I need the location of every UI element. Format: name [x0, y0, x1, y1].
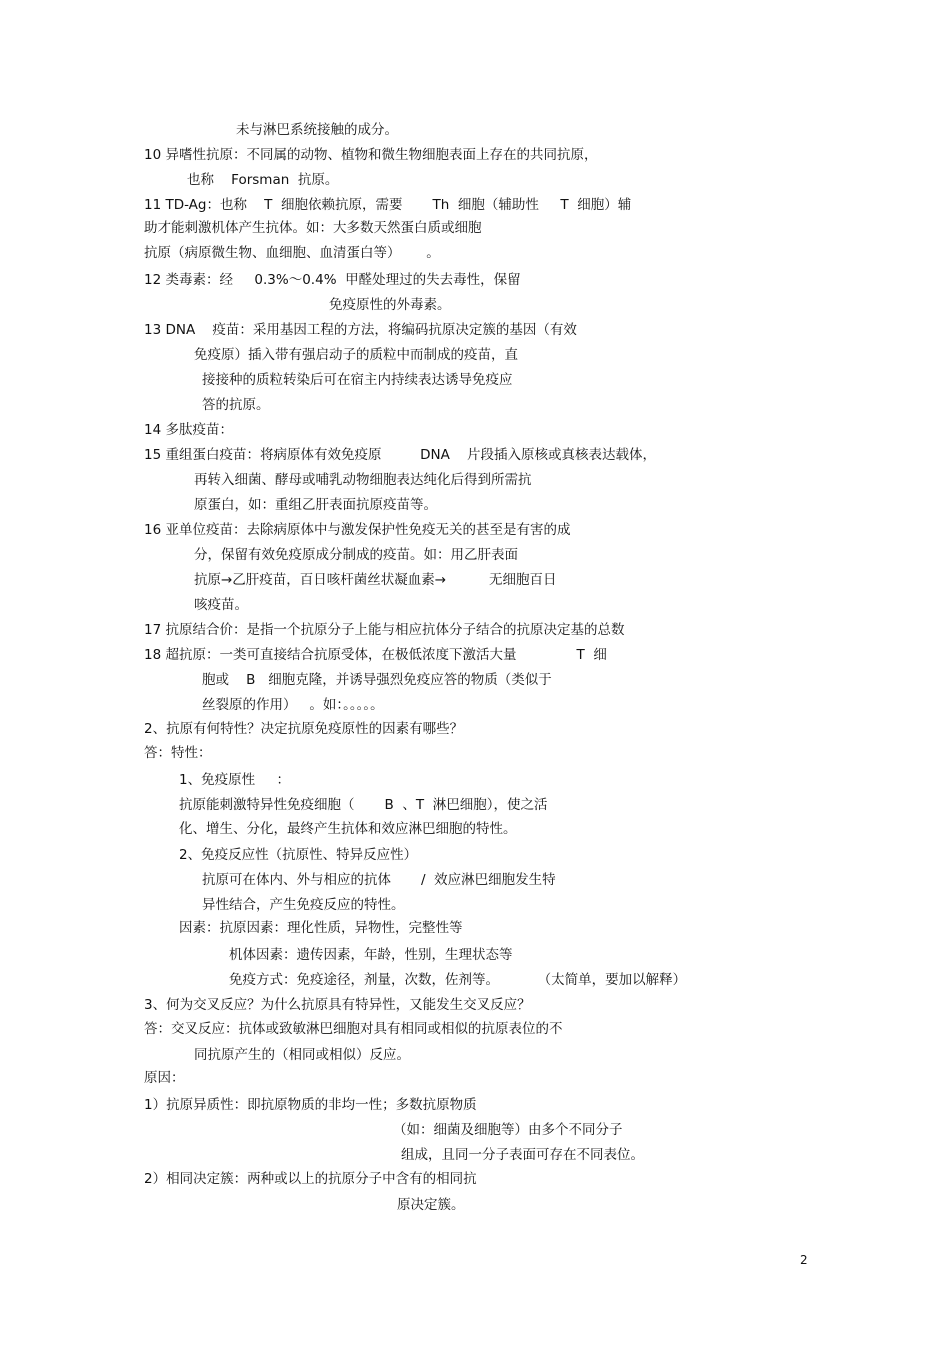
text-line: 同抗原产生的（相同或相似）反应。 — [194, 1047, 410, 1063]
text-line: 咳疫苗。 — [194, 597, 248, 613]
text-line: 再转入细菌、酵母或哺乳动物细胞表达纯化后得到所需抗 — [194, 472, 532, 488]
text-line: 2）相同决定簇：两种或以上的抗原分子中含有的相同抗 — [144, 1171, 477, 1187]
text-line: 抗原→乙肝疫苗，百日咳杆菌丝状凝血素→ 无细胞百日 — [194, 572, 557, 588]
text-line: 助才能刺激机体产生抗体。如：大多数天然蛋白质或细胞 — [144, 220, 482, 236]
text-line: 2、免疫反应性（抗原性、特异反应性） — [179, 847, 418, 863]
text-line: 原因： — [144, 1070, 185, 1086]
text-line: 未与淋巴系统接触的成分。 — [236, 122, 398, 138]
text-line: 抗原可在体内、外与相应的抗体 / 效应淋巴细胞发生特 — [202, 872, 556, 888]
text-line: 1）抗原异质性：即抗原物质的非均一性；多数抗原物质 — [144, 1097, 477, 1113]
text-line: 也称 Forsman 抗原。 — [187, 172, 339, 188]
text-line: 1、免疫原性 ： — [179, 772, 291, 788]
text-line: 免疫原）插入带有强启动子的质粒中而制成的疫苗，直 — [194, 347, 518, 363]
text-line: 16 亚单位疫苗：去除病原体中与激发保护性免疫无关的甚至是有害的成 — [144, 522, 571, 538]
text-line: 11 TD-Ag：也称 T 细胞依赖抗原，需要 Th 细胞（辅助性 T 细胞）辅 — [144, 197, 632, 213]
text-line: 抗原（病原微生物、血细胞、血清蛋白等） 。 — [144, 245, 440, 261]
text-line: 答的抗原。 — [202, 397, 270, 413]
text-line: 15 重组蛋白疫苗：将病原体有效免疫原 DNA 片段插入原核或真核表达载体， — [144, 447, 656, 463]
text-line: 组成，且同一分子表面可存在不同表位。 — [401, 1147, 644, 1163]
question-heading: 3、何为交叉反应？为什么抗原具有特异性，又能发生交叉反应？ — [144, 997, 531, 1013]
text-line: 胞或 B 细胞克隆，并诱导强烈免疫应答的物质（类似于 — [202, 672, 552, 688]
text-line: 18 超抗原：一类可直接结合抗原受体，在极低浓度下激活大量 T 细 — [144, 647, 607, 663]
text-line: 化、增生、分化，最终产生抗体和效应淋巴细胞的特性。 — [179, 821, 517, 837]
text-line: 13 DNA 疫苗：采用基因工程的方法，将编码抗原决定簇的基因（有效 — [144, 322, 577, 338]
text-line: 17 抗原结合价：是指一个抗原分子上能与相应抗体分子结合的抗原决定基的总数 — [144, 622, 625, 638]
text-line: 丝裂原的作用） 。如：。。。。。 — [202, 697, 384, 713]
text-line: 抗原能刺激特异性免疫细胞（ B 、T 淋巴细胞），使之活 — [179, 797, 548, 813]
question-heading: 2、抗原有何特性？决定抗原免疫原性的因素有哪些？ — [144, 721, 464, 737]
text-line: 免疫原性的外毒素。 — [329, 297, 451, 313]
text-line: 分，保留有效免疫原成分制成的疫苗。如：用乙肝表面 — [194, 547, 518, 563]
text-line: 接接种的质粒转染后可在宿主内持续表达诱导免疫应 — [202, 372, 513, 388]
text-line: 14 多肽疫苗： — [144, 422, 233, 438]
text-line: 原决定簇。 — [397, 1197, 465, 1213]
text-line: （如：细菌及细胞等）由多个不同分子 — [393, 1122, 623, 1138]
text-line: 10 异嗜性抗原：不同属的动物、植物和微生物细胞表面上存在的共同抗原， — [144, 147, 598, 163]
page-number: 2 — [800, 1253, 808, 1267]
text-line: 免疫方式：免疫途径，剂量，次数，佐剂等。 （太简单，要加以解释） — [229, 972, 687, 988]
text-line: 答：特性： — [144, 745, 212, 761]
text-line: 因素：抗原因素：理化性质，异物性，完整性等 — [179, 920, 463, 936]
text-line: 12 类毒素：经 0.3%～0.4% 甲醛处理过的失去毒性，保留 — [144, 272, 521, 288]
text-line: 机体因素：遗传因素，年龄，性别，生理状态等 — [229, 947, 513, 963]
text-line: 答：交叉反应：抗体或致敏淋巴细胞对具有相同或相似的抗原表位的不 — [144, 1021, 563, 1037]
text-line: 原蛋白，如：重组乙肝表面抗原疫苗等。 — [194, 497, 437, 513]
text-line: 异性结合，产生免疫反应的特性。 — [202, 897, 405, 913]
